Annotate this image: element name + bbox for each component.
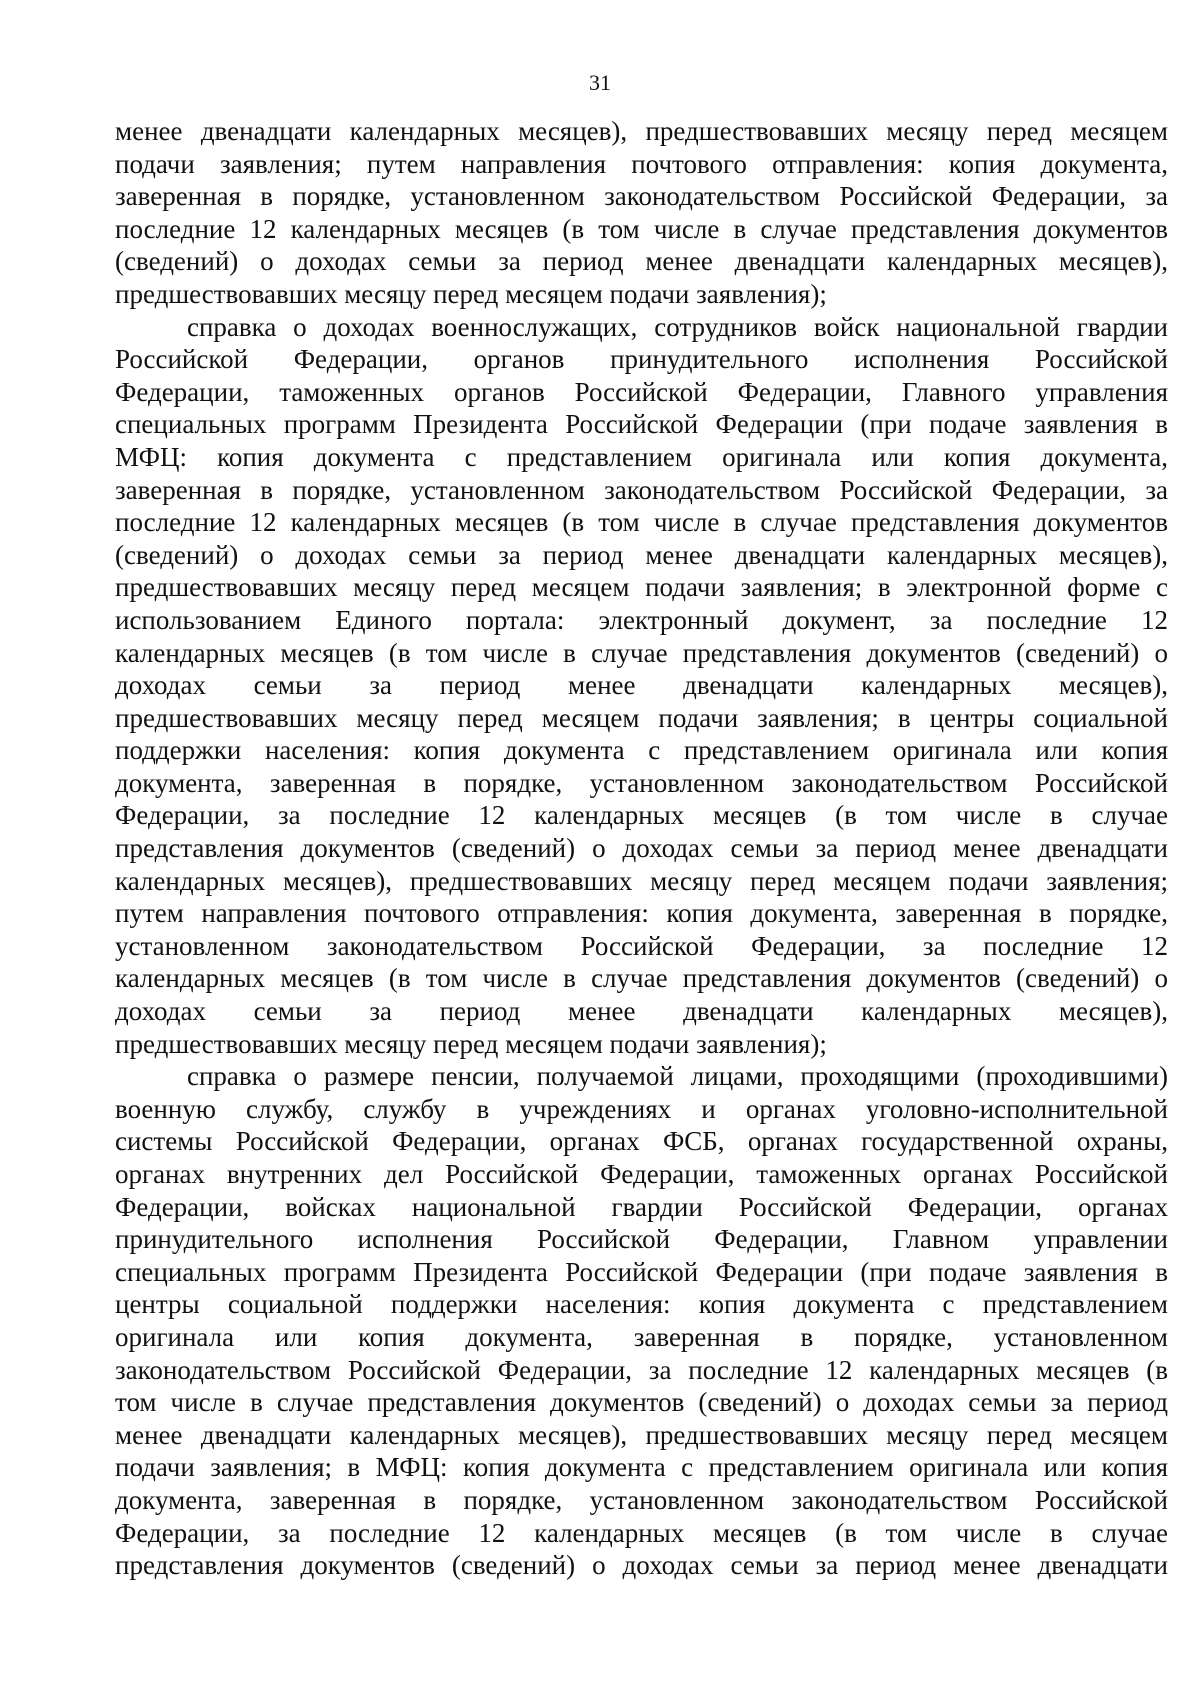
text-line: органах внутренних дел Российской Федерации, таможенных органах Российской xyxy=(115,1159,1168,1189)
paragraph xyxy=(115,1060,1168,1582)
text-line: представления документов (сведений) о доходах семьи за период менее двенадцати xyxy=(115,833,1168,864)
text-line: календарных месяцев (в том числе в случае представления документов (сведений) о xyxy=(115,637,1168,668)
page-number: 31 xyxy=(589,70,611,95)
text-line: доходах семьи за период менее двенадцати календарных месяцев), xyxy=(115,670,1168,701)
text-line: документа, заверенная в порядке, установленном законодательством Российской xyxy=(115,1484,1168,1515)
text-line: Российской Федерации, органов принудительного исполнения Российской xyxy=(115,344,1168,375)
text-line: предшествовавших месяцу перед месяцем подачи заявления); xyxy=(115,278,827,309)
text-line: документа, заверенная в порядке, установленном законодательством Российской xyxy=(115,767,1168,798)
text-line: Федерации, за последние 12 календарных месяцев (в том числе в случае xyxy=(115,1517,1168,1548)
text-line: том числе в случае представления документов (сведений) о доходах семьи за период xyxy=(115,1387,1168,1418)
text-line: предшествовавших месяцу перед месяцем подачи заявления; в электронной форме с xyxy=(115,572,1168,603)
text-line: системы Российской Федерации, органах ФСБ, органах государственной охраны, xyxy=(115,1126,1168,1157)
paragraph xyxy=(115,115,1168,311)
text-line: (сведений) о доходах семьи за период менее двенадцати календарных месяцев), xyxy=(115,246,1168,277)
text-line: календарных месяцев), предшествовавших месяцу перед месяцем подачи заявления; xyxy=(115,865,1168,896)
document-body xyxy=(115,115,1168,1582)
text-line: путем направления почтового отправления: копия документа, заверенная в порядке, xyxy=(115,898,1168,929)
paragraph xyxy=(115,311,1168,1061)
text-line: Федерации, войсках национальной гвардии Российской Федерации, органах xyxy=(115,1191,1168,1222)
text-line: законодательством Российской Федерации, за последние 12 календарных месяцев (в xyxy=(115,1354,1168,1385)
text-line: установленном законодательством Российской Федерации, за последние 12 xyxy=(115,930,1168,961)
text-line: последние 12 календарных месяцев (в том числе в случае представления документов xyxy=(115,213,1168,244)
text-line: доходах семьи за период менее двенадцати календарных месяцев), xyxy=(115,996,1168,1027)
text-line: заверенная в порядке, установленном законодательством Российской Федерации, за xyxy=(115,181,1168,212)
text-line: принудительного исполнения Российской Федерации, Главном управлении xyxy=(115,1224,1168,1255)
text-line: последние 12 календарных месяцев (в том числе в случае представления документов xyxy=(115,507,1168,538)
text-line: специальных программ Президента Российской Федерации (при подаче заявления в xyxy=(115,409,1168,440)
text-line: заверенная в порядке, установленном законодательством Российской Федерации, за xyxy=(115,474,1168,505)
text-line: оригинала или копия документа, заверенная в порядке, установленном xyxy=(115,1321,1168,1352)
text-line: менее двенадцати календарных месяцев), предшествовавших месяцу перед месяцем xyxy=(115,116,1168,146)
text-line: Федерации, за последние 12 календарных месяцев (в том числе в случае xyxy=(115,800,1168,831)
text-line: справка о размере пенсии, получаемой лицами, проходящими (проходившими) xyxy=(187,1061,1168,1092)
text-line: предшествовавших месяцу перед месяцем подачи заявления; в центры социальной xyxy=(115,702,1168,733)
text-line: поддержки населения: копия документа с представлением оригинала или копия xyxy=(115,735,1168,766)
text-line: использованием Единого портала: электронный документ, за последние 12 xyxy=(115,604,1168,635)
text-line: военную службу, службу в учреждениях и органах уголовно-исполнительной xyxy=(115,1093,1168,1124)
text-line: менее двенадцати календарных месяцев), предшествовавших месяцу перед месяцем xyxy=(115,1419,1168,1450)
text-line: предшествовавших месяцу перед месяцем подачи заявления); xyxy=(115,1028,827,1059)
text-line: представления документов (сведений) о доходах семьи за период менее двенадцати xyxy=(115,1550,1168,1581)
text-line: подачи заявления; в МФЦ: копия документа с представлением оригинала или копия xyxy=(115,1452,1168,1483)
text-line: специальных программ Президента Российской Федерации (при подаче заявления в xyxy=(115,1256,1168,1287)
text-line: центры социальной поддержки населения: копия документа с представлением xyxy=(115,1289,1168,1320)
text-line: Федерации, таможенных органов Российской Федерации, Главного управления xyxy=(115,376,1168,407)
text-line: (сведений) о доходах семьи за период менее двенадцати календарных месяцев), xyxy=(115,539,1168,570)
text-line: МФЦ: копия документа с представлением оригинала или копия документа, xyxy=(115,441,1168,472)
text-line: календарных месяцев (в том числе в случае представления документов (сведений) о xyxy=(115,963,1168,994)
text-line: подачи заявления; путем направления почтового отправления: копия документа, xyxy=(115,148,1168,179)
text-line: справка о доходах военнослужащих, сотрудников войск национальной гвардии xyxy=(187,311,1168,342)
